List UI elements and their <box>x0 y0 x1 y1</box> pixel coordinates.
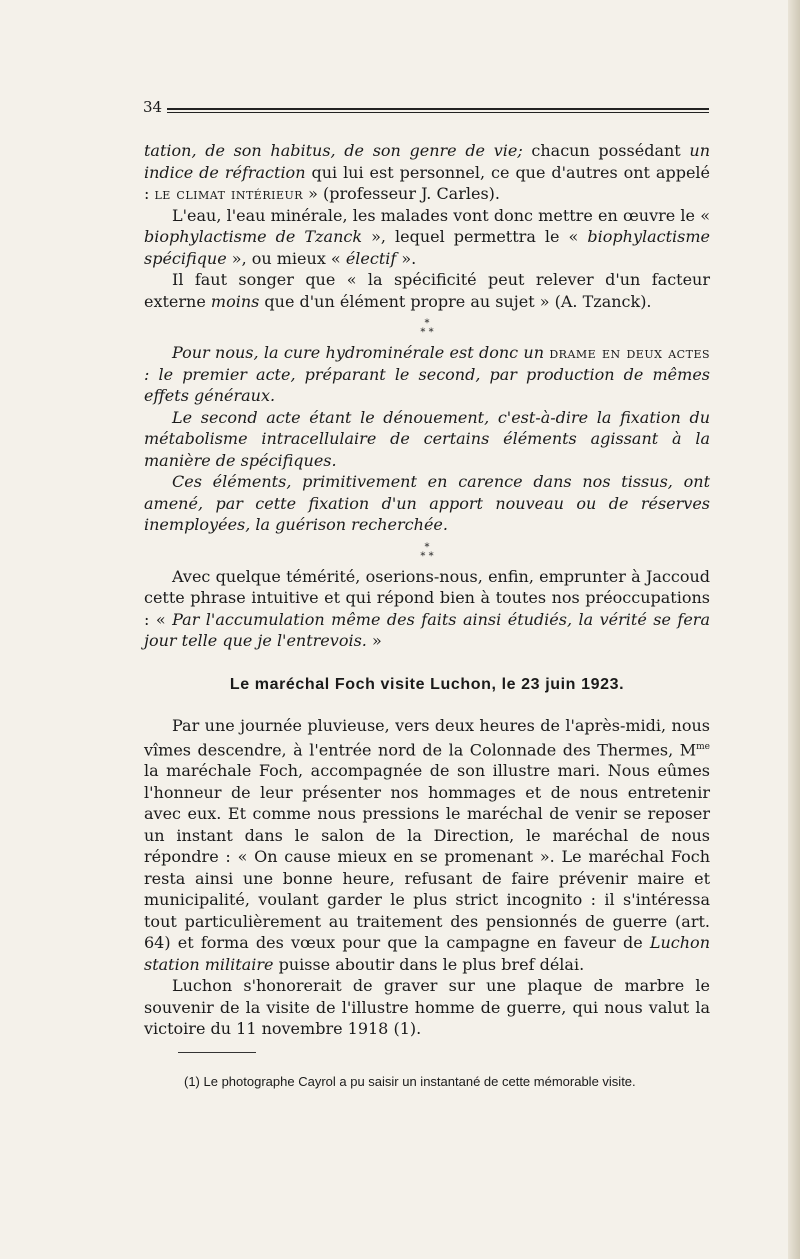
paragraph: Avec quelque témérité, oserions-nous, enfin, emprunter à Jaccoud cette phrase intuitive et qui répond bien à toutes nos préoccupations : « Par l'accumulation même des faits ainsi étudiés, la vérité se fera jour telle que je l'entrevois. » <box>144 566 710 650</box>
paragraph: Le second acte étant le dénouement, c'est-à-dire la fixation du métabolisme intracellulaire de certains éléments agissant à la manière de spécifiques. <box>144 407 710 470</box>
footnote <box>144 1072 710 1091</box>
footnote-text: (1) Le photographe Cayrol a pu saisir un instantané de cette mémorable visite. <box>184 1074 636 1089</box>
page-header <box>143 98 709 118</box>
paragraph: L'eau, l'eau minérale, les malades vont donc mettre en œuvre le « biophylactisme de Tzanck », lequel permettra le « biophylactisme spécifique », ou mieux « électif ». <box>144 205 711 268</box>
paragraph: Luchon s'honorerait de graver sur une plaque de marbre le souvenir de la visite de l'illustre homme de guerre, qui nous valut la victoire du 11 novembre 1918 (1). <box>144 976 710 1039</box>
paragraph: Pour nous, la cure hydrominérale est donc un drame en deux actes : le premier acte, préparant le second, par production de mêmes effets généraux. <box>144 343 711 405</box>
paragraph: Ces éléments, primitivement en carence dans nos tissus, ont amené, par cette fixation d'un apport nouveau ou de réserves inemployées, la guérison recherchée. <box>144 472 710 534</box>
asterism: * * * <box>420 541 434 562</box>
asterism: * * * <box>420 318 434 338</box>
header-rule <box>167 108 709 113</box>
italic-block <box>144 342 710 536</box>
paragraph: Par une journée pluvieuse, vers deux heures de l'après-midi, nous vîmes descendre, à l'entrée nord de la Colonnade des Thermes, $M^{me}$ la maréchale Foch, accompagnée de son illustre mari. Nous eûmes l'honneur de leur présenter nos hommages et de nous entretenir avec eux. Et comme nous pressions le maréchal de venir se reposer un instant dans le salon de la Direction, le maréchal de nous répondre : « On cause mieux en se promenant ». Le maréchal Foch resta ainsi une bonne heure, refusant de faire prévenir maire et municipalité, voulant garder le plus strict incognito : il s'intéressa tout particulièrement au traitement des pensionnés de guerre (art. 64) et forma des vœux pour que la campagne en faveur de Luchon station militaire puisse aboutir dans le plus bref délai. <box>144 716 710 974</box>
paragraph: Il faut songer que « la spécificité peut relever d'un facteur externe moins que d'un élément propre au sujet » (A. Tzanck). <box>144 270 710 311</box>
footnote-rule <box>178 1052 256 1053</box>
page-edge <box>788 0 800 1259</box>
paragraph: tation, de son habitus, de son genre de vie; chacun possédant un indice de réfraction qui lui est personnel, ce que d'autres ont appelé : le climat intérieur » (professeur J. Carles). <box>144 141 711 203</box>
page-number: 34 <box>143 98 163 116</box>
section-title: Le maréchal Foch visite Luchon, le 23 juin 1923. <box>229 675 625 693</box>
body-text <box>144 140 710 1040</box>
